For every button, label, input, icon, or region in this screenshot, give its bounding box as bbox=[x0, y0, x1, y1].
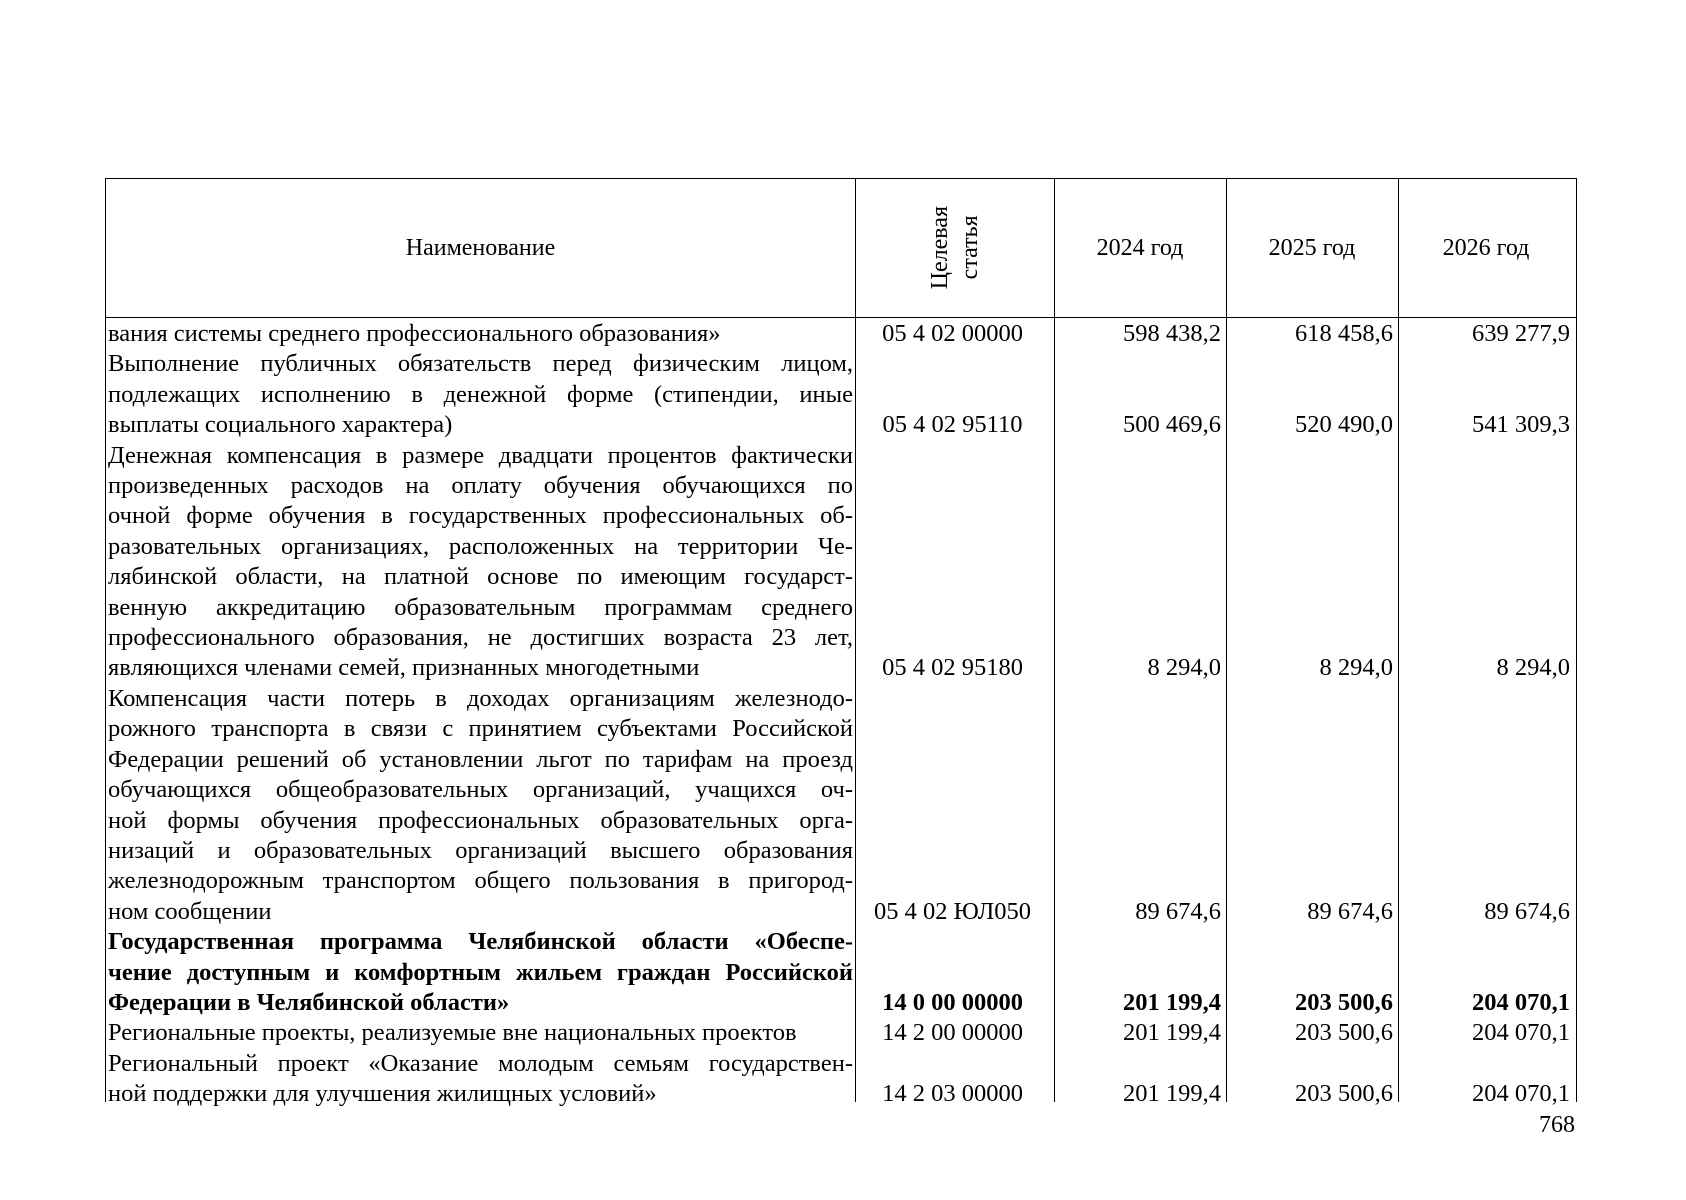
row-name-line: ной поддержки для улучшения жилищных условий» bbox=[108, 1080, 657, 1108]
row-name-line: обучающихся общеобразовательных организаций, учащихся оч- bbox=[108, 776, 853, 804]
row-name-line: Федерации в Челябинской области» bbox=[108, 988, 510, 1016]
table-row bbox=[106, 1018, 1576, 1048]
row-value-2024: 598 438,2 bbox=[1123, 320, 1221, 347]
row-name bbox=[106, 927, 853, 1018]
row-name-line: венную аккредитацию образовательным программам среднего bbox=[108, 593, 853, 621]
page-number: 768 bbox=[1539, 1112, 1575, 1138]
row-name-line: Компенсация части потерь в доходах организациям железнодо- bbox=[108, 684, 853, 712]
row-name-line: выплаты социального характера) bbox=[108, 411, 453, 439]
row-value-2025: 618 458,6 bbox=[1295, 320, 1393, 347]
row-value-2024: 201 199,4 bbox=[1123, 1080, 1221, 1108]
row-value-2026: 541 309,3 bbox=[1472, 411, 1570, 439]
row-value-2024: 89 674,6 bbox=[1135, 897, 1221, 925]
header-2026 bbox=[1398, 179, 1574, 317]
header-2025-label: 2025 год bbox=[1268, 234, 1356, 261]
row-name-line: Региональные проекты, реализуемые вне национальных проектов bbox=[108, 1019, 797, 1047]
row-name-line: чение доступным и комфортным жильем граждан Российской bbox=[108, 958, 853, 986]
row-name bbox=[106, 441, 853, 684]
row-name-line: профессионального образования, не достигших возраста 23 лет, bbox=[108, 624, 853, 652]
header-2025 bbox=[1226, 179, 1398, 317]
header-name-label: Наименование bbox=[405, 234, 556, 261]
row-code: 14 0 00 00000 bbox=[882, 988, 1023, 1016]
header-divider bbox=[106, 317, 1576, 318]
row-name bbox=[106, 1049, 853, 1110]
row-value-2025: 520 490,0 bbox=[1295, 411, 1393, 439]
row-value-2026: 89 674,6 bbox=[1484, 897, 1570, 925]
row-name-line: подлежащих исполнению в денежной форме (стипендии, иные bbox=[108, 380, 853, 408]
row-value-2024: 500 469,6 bbox=[1123, 411, 1221, 439]
row-name bbox=[106, 1018, 853, 1048]
row-name-line: ной формы обучения профессиональных образовательных орга- bbox=[108, 806, 853, 834]
row-value-2024: 201 199,4 bbox=[1123, 988, 1221, 1016]
row-name-line: ном сообщении bbox=[108, 897, 272, 925]
row-code: 14 2 03 00000 bbox=[882, 1080, 1023, 1108]
row-name-line: Выполнение публичных обязательств перед физическим лицом, bbox=[108, 350, 853, 378]
row-name-line: произведенных расходов на оплату обучения обучающихся по bbox=[108, 472, 853, 500]
row-code: 05 4 02 95110 bbox=[882, 411, 1023, 439]
row-code: 05 4 02 95180 bbox=[882, 654, 1023, 682]
row-value-2026: 204 070,1 bbox=[1472, 1019, 1570, 1047]
table-row bbox=[106, 349, 1576, 440]
header-code-label: Целевая статья bbox=[926, 206, 983, 290]
row-name-line: рожного транспорта в связи с принятием субъектами Российской bbox=[108, 715, 853, 743]
row-value-2026: 639 277,9 bbox=[1472, 320, 1570, 347]
header-code bbox=[855, 179, 1054, 317]
row-code: 14 2 00 00000 bbox=[882, 1019, 1023, 1047]
row-name-line: Региональный проект «Оказание молодым семьям государствен- bbox=[108, 1049, 853, 1077]
row-name bbox=[106, 319, 853, 349]
row-value-2025: 89 674,6 bbox=[1307, 897, 1393, 925]
row-name bbox=[106, 684, 853, 927]
row-value-2026: 8 294,0 bbox=[1496, 654, 1570, 682]
row-name-line: являющихся членами семей, признанных многодетными bbox=[108, 654, 700, 682]
row-name-line: железнодорожным транспортом общего пользования в пригород- bbox=[108, 867, 853, 895]
table-row bbox=[106, 684, 1576, 927]
row-value-2025: 203 500,6 bbox=[1295, 1019, 1393, 1047]
row-value-2024: 201 199,4 bbox=[1123, 1019, 1221, 1047]
table-row bbox=[106, 927, 1576, 1018]
row-value-2025: 203 500,6 bbox=[1295, 1080, 1393, 1108]
row-value-2026: 204 070,1 bbox=[1472, 1080, 1570, 1108]
table-row bbox=[106, 1049, 1576, 1110]
budget-table bbox=[105, 178, 1577, 1108]
row-name-line: вания системы среднего профессионального образования» bbox=[108, 320, 721, 347]
row-value-2025: 203 500,6 bbox=[1295, 988, 1393, 1016]
row-name-line: очной форме обучения в государственных профессиональных об- bbox=[108, 502, 853, 530]
row-name-line: Денежная компенсация в размере двадцати процентов фактически bbox=[108, 441, 853, 469]
table-row bbox=[106, 319, 1576, 349]
table-body bbox=[106, 319, 1576, 1110]
row-name-line: низаций и образовательных организаций высшего образования bbox=[108, 836, 853, 864]
row-name bbox=[106, 349, 853, 440]
row-name-line: разовательных организациях, расположенных на территории Че- bbox=[108, 532, 853, 560]
row-code: 05 4 02 ЮЛ050 bbox=[874, 897, 1031, 925]
row-name-line: Государственная программа Челябинской области «Обеспе- bbox=[108, 928, 853, 956]
row-name-line: Федерации решений об установлении льгот по тарифам на проезд bbox=[108, 745, 853, 773]
row-code: 05 4 02 00000 bbox=[882, 320, 1023, 347]
table-row bbox=[106, 441, 1576, 684]
header-2026-label: 2026 год bbox=[1442, 234, 1530, 261]
header-2024 bbox=[1054, 179, 1226, 317]
header-2024-label: 2024 год bbox=[1096, 234, 1184, 261]
row-name-line: лябинской области, на платной основе по имеющим государст- bbox=[108, 563, 853, 591]
row-value-2026: 204 070,1 bbox=[1472, 988, 1570, 1016]
row-value-2024: 8 294,0 bbox=[1147, 654, 1221, 682]
row-value-2025: 8 294,0 bbox=[1319, 654, 1393, 682]
header-name bbox=[106, 179, 855, 317]
